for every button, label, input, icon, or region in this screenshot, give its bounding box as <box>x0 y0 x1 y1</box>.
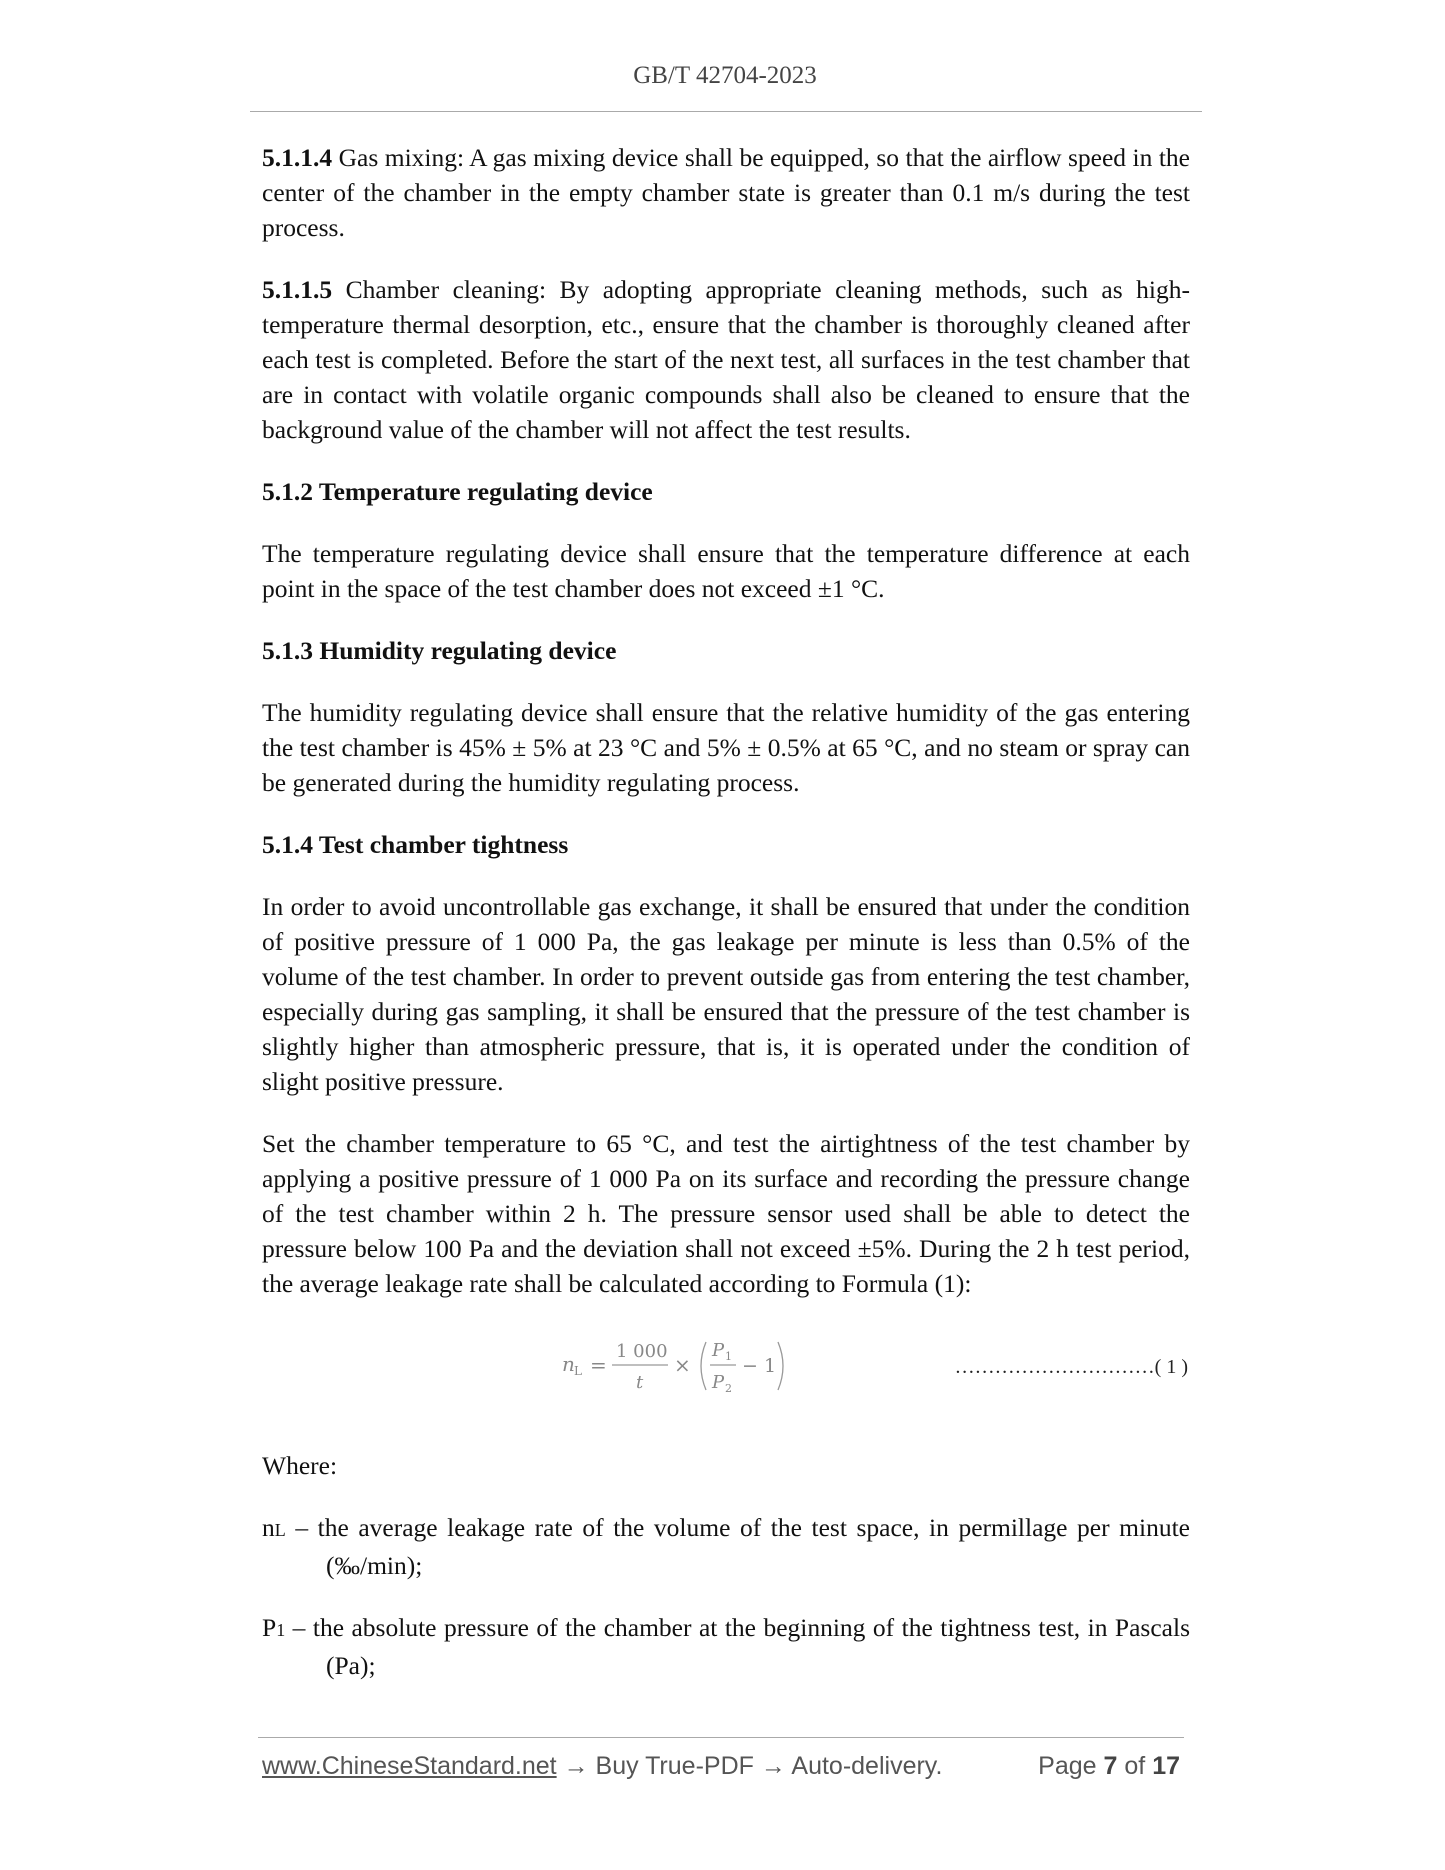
definition-text: – the absolute pressure of the chamber at the beginning of the tightness test, in Pascals (Pa); <box>285 1613 1190 1680</box>
page-footer <box>262 1752 1184 1781</box>
right-paren <box>778 1342 783 1390</box>
document-id-header: GB/T 42704-2023 <box>633 62 817 89</box>
formula-equation <box>560 1328 820 1408</box>
clause-5-1-1-5 <box>262 272 1190 447</box>
where-label: Where: <box>262 1451 338 1480</box>
formula-lhs: n <box>562 1352 575 1376</box>
paragraph-5-1-2: The temperature regulating device shall ensure that the temperature difference at each point in the space of the test chamber does not exceed ±1 °C. <box>262 539 1190 603</box>
left-paren <box>701 1342 706 1390</box>
formula-number <box>955 1350 1188 1385</box>
heading-5-1-3: 5.1.3 Humidity regulating device <box>262 636 617 665</box>
definition-text: – the average leakage rate of the volume of the test space, in permillage per minute (‰/min); <box>285 1513 1190 1580</box>
definition-item <box>262 1510 1190 1583</box>
heading-5-1-4: 5.1.4 Test chamber tightness <box>262 830 569 859</box>
clause-text: Chamber cleaning: By adopting appropriate cleaning methods, such as high-temperature thermal desorption, etc., ensure that the chamber is thoroughly cleaned after each test is completed. Before the start of the next test, all surfaces in the test chamber that are in contact with volatile organic compounds shall also be cleaned to ensure that the background value of the chamber will not affect the test results. <box>262 275 1190 444</box>
clause-text: Gas mixing: A gas mixing device shall be equipped, so that the airflow speed in the center of the chamber in the empty chamber state is greater than 0.1 m/s during the test process. <box>262 143 1190 242</box>
of-label: of <box>1124 1752 1146 1780</box>
page-label: Page <box>1038 1752 1097 1780</box>
formula-p1: P <box>712 1340 725 1361</box>
header-divider <box>250 111 1202 112</box>
equation-number: ( 1 ) <box>1154 1356 1188 1378</box>
symbol-subscript: L <box>274 1520 286 1540</box>
clause-number: 5.1.1.5 <box>262 275 333 304</box>
total-pages: 17 <box>1152 1752 1180 1780</box>
formula-denominator: t <box>636 1372 644 1393</box>
clause-5-1-1-4 <box>262 140 1190 245</box>
formula-p1-sub: 1 <box>725 1350 732 1363</box>
footer-divider <box>258 1737 1184 1738</box>
formula-p2: P <box>712 1372 725 1393</box>
clause-number: 5.1.1.4 <box>262 143 333 172</box>
footer-promo-text: → Buy True-PDF → Auto-delivery. <box>556 1752 943 1780</box>
symbol: n <box>262 1513 275 1542</box>
page-indicator <box>1038 1752 1180 1781</box>
symbol-subscript: 1 <box>276 1620 286 1640</box>
website-link[interactable]: www.ChineseStandard.net <box>262 1752 557 1780</box>
paragraph-5-1-3: The humidity regulating device shall ensure that the relative humidity of the gas entering the test chamber is 45% ± 5% at 23 °C and 5% ± 0.5% at 65 °C, and no steam or spray can be generated during the humidity regulating process. <box>262 698 1190 797</box>
formula-numerator: 1 000 <box>616 1341 668 1362</box>
symbol: P <box>262 1613 277 1642</box>
formula-times: × <box>674 1353 691 1377</box>
document-body <box>262 140 1190 1710</box>
paragraph-5-1-4-a: In order to avoid uncontrollable gas exchange, it shall be ensured that under the condition of positive pressure of 1 000 Pa, the gas leakage per minute is less than 0.5% of the volume of the test chamber. In order to prevent outside gas from entering the test chamber, especially during gas sampling, it shall be ensured that the pressure of the test chamber is slightly higher than atmospheric pressure, that is, it is operated under the condition of slight positive pressure. <box>262 892 1190 1096</box>
dot-leader: ………………………… <box>954 1356 1155 1378</box>
definition-item <box>262 1610 1190 1683</box>
current-page: 7 <box>1103 1752 1118 1780</box>
formula-1 <box>262 1328 1190 1408</box>
heading-5-1-2: 5.1.2 Temperature regulating device <box>262 477 653 506</box>
formula-p2-sub: 2 <box>725 1382 732 1395</box>
formula-minus-one: − 1 <box>742 1355 777 1377</box>
formula-equals: = <box>590 1353 607 1377</box>
paragraph-5-1-4-b: Set the chamber temperature to 65 °C, and test the airtightness of the test chamber by applying a positive pressure of 1 000 Pa on its surface and recording the pressure change of the test chamber within 2 h. The pressure sensor used shall be able to detect the pressure below 100 Pa and the deviation shall not exceed ±5%. During the 2 h test period, the average leakage rate shall be calculated according to Formula (1): <box>262 1129 1190 1298</box>
formula-lhs-sub: L <box>574 1364 582 1378</box>
